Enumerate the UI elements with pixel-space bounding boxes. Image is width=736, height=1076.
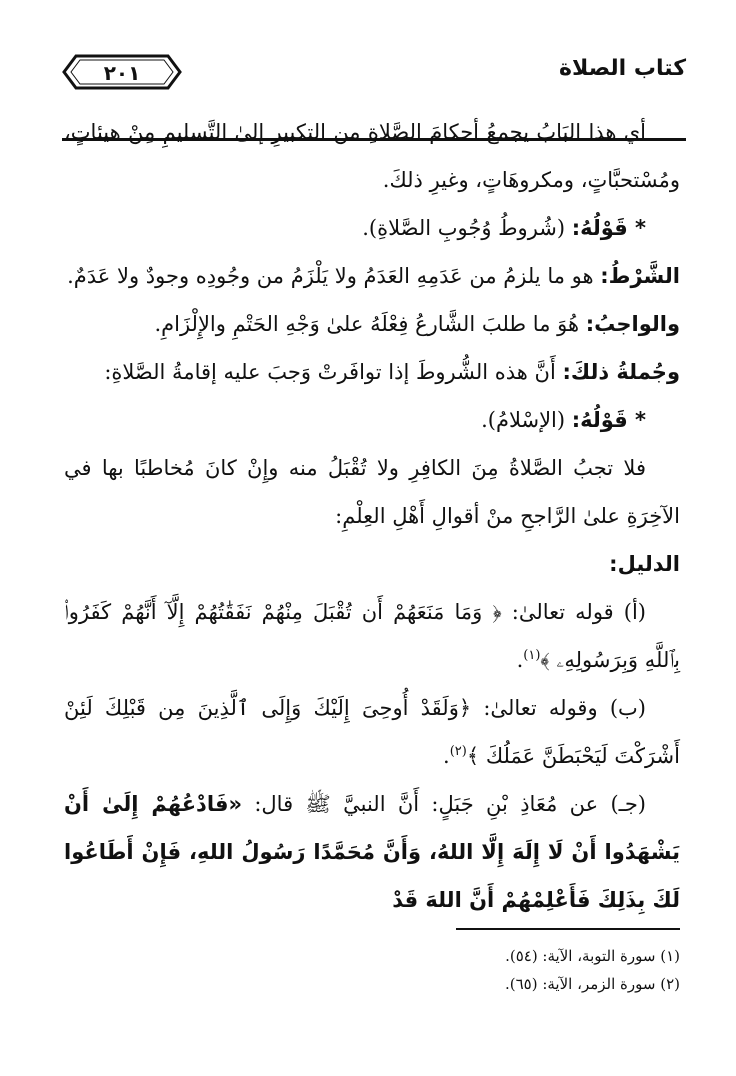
definition-shart [64,252,680,300]
matn-text: (شُروطُ وُجُوبِ الصَّلاةِ). [362,216,566,240]
term-jumla: وجُملةُ ذلكَ: [562,360,680,384]
footnote-ref: (١) [523,648,541,663]
evidence-prefix: (ب) وقوله تعالىٰ: [483,696,646,720]
page-number: ٢٠١ [103,61,141,85]
intro-paragraph: أي هذا البَابُ يجمعُ أحكامَ الصَّلاةِ من التكبيرِ إلىٰ التَّسليمِ مِنْ هيئاتٍ، ومُسْتحبَّاتٍ، ومكروهَاتٍ، وغيرِ ذلكَ. [64,120,680,192]
evidence-heading: الدليل: [609,552,680,576]
quran-verse: ﴿وَلَقَدْ أُوحِىَ إِلَيْكَ وَإِلَى ٱلَّذِينَ مِن قَبْلِكَ لَئِنْ أَشْرَكْتَ لَيَحْبَطَنَّ عَمَلُكَ ﴾ [64,696,680,768]
page-number-frame [62,52,182,92]
matn-quote-conditions [64,204,680,252]
definition-wajib [64,300,680,348]
footnote-1: (١) سورة التوبة، الآية: (٥٤). [505,947,680,965]
evidence-a: (أ) قوله تعالىٰ: ﴿ وَمَا مَنَعَهُمْ أَن تُقْبَلَ مِنْهُمْ نَفَقَٰتُهُمْ إِلَّآ أَنَّهُمْ كَفَرُوا۟ بِٱللَّهِ وَبِرَسُولِهِۦ ﴾$^{(١)}$. [64,600,680,672]
matn-text: (الإسْلامُ). [481,408,566,432]
definition-text: هُوَ ما طلبَ الشَّارعُ فِعْلَهُ علىٰ وَجْهِ الحَتْمِ والإِلْزَامِ. [154,312,580,336]
page-header [62,48,686,96]
hadith-text: «فَادْعُهُمْ إِلَىٰ أَنْ يَشْهَدُوا أَنْ لَا إِلَهَ إِلَّا اللهُ، وَأَنَّ مُحَمَّدًا رَسُولُ اللهِ، فَإِنْ أَطَاعُوا لَكَ بِذَلِكَ فَأَعْلِمْهُمْ أَنَّ اللهَ قَدْ [64,792,680,912]
summary-line [64,348,680,396]
evidence-prefix: (أ) قوله تعالىٰ: [511,600,647,624]
footnotes [64,942,680,998]
footnote-rule [456,928,680,930]
book-title: كتاب الصلاة [559,56,686,81]
ruling-paragraph: فلا تجبُ الصَّلاةُ مِنَ الكافِرِ ولا تُقْبَلُ منه وإِنْ كانَ مُخاطبًا بها في الآخِرَةِ علىٰ الرَّاجحِ منْ أقوالِ أَهْلِ العِلْمِ: [64,456,680,528]
evidence-b: (ب) وقوله تعالىٰ: ﴿وَلَقَدْ أُوحِىَ إِلَيْكَ وَإِلَى ٱلَّذِينَ مِن قَبْلِكَ لَئِنْ أَشْرَكْتَ لَيَحْبَطَنَّ عَمَلُكَ ﴾$^{(٢)}$. [64,696,680,768]
footnote-2: (٢) سورة الزمر، الآية: (٦٥). [504,975,680,993]
qawluhu-label: * قَوْلُهُ: [571,216,646,240]
evidence-prefix: (جـ) عن مُعَاذِ بْنِ جَبَلٍ: أَنَّ النبيَّ ﷺ قال: [254,792,646,816]
term-shart: الشَّرْطُ: [600,264,680,288]
page-body [64,108,680,924]
matn-quote-islam [64,396,680,444]
summary-text: أَنَّ هذه الشُّروطَ إذا توافَرتْ وَجبَ عليه إقامةُ الصَّلاةِ: [104,360,556,384]
qawluhu-label: * قَوْلُهُ: [571,408,646,432]
quran-verse: ﴿ وَمَا مَنَعَهُمْ أَن تُقْبَلَ مِنْهُمْ نَفَقَٰتُهُمْ إِلَّآ أَنَّهُمْ كَفَرُوا۟ بِٱللَّهِ وَبِرَسُولِهِۦ ﴾ [64,600,680,672]
evidence-c [64,780,680,924]
definition-text: هو ما يلزمُ من عَدَمِهِ العَدَمُ ولا يَلْزَمُ من وجُودِه وجودٌ ولا عَدَمٌ. [67,264,594,288]
footnote-ref: (٢) [449,744,467,759]
term-wajib: والواجبُ: [585,312,680,336]
